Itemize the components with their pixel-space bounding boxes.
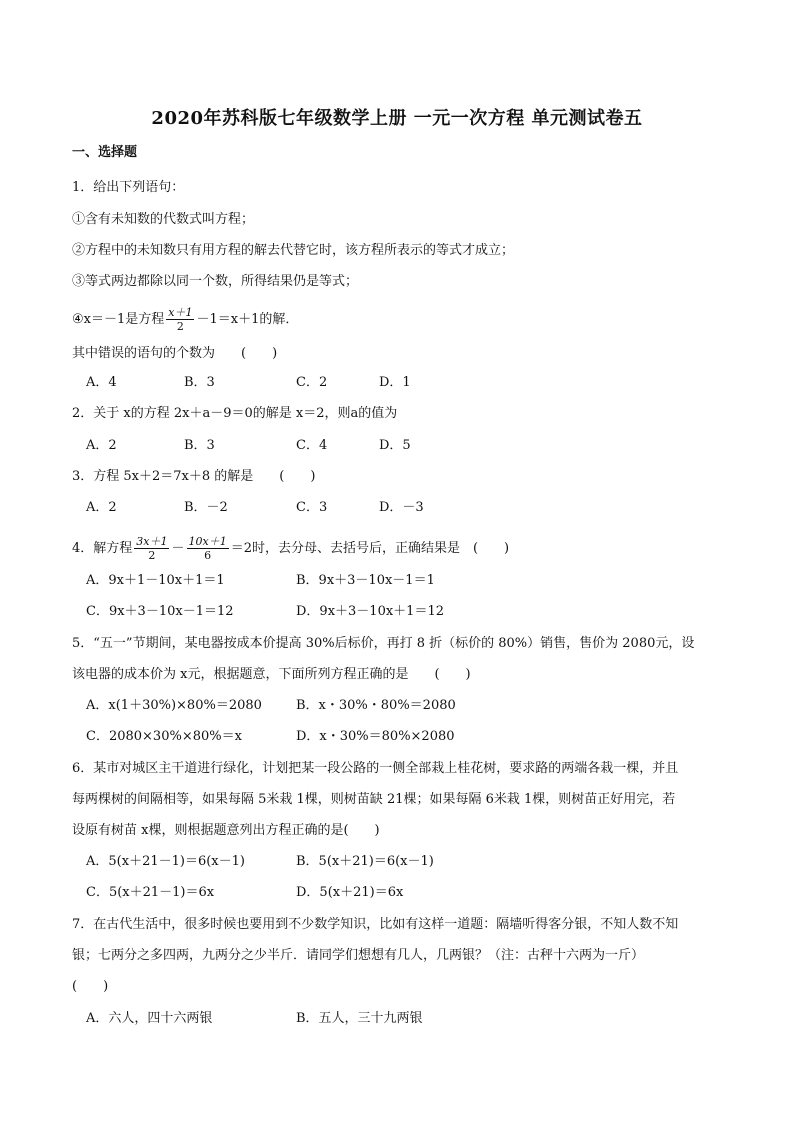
q1-option-c: C．2 <box>296 375 328 390</box>
fraction-numerator: 3x＋1 <box>136 535 168 548</box>
q1-question: 其中错误的语句的个数为 ( ) <box>72 346 278 361</box>
q5-option-c: C．2080×30%×80%＝x <box>86 729 242 744</box>
q1-statement-4 <box>72 306 298 333</box>
minus-sign: － <box>171 541 185 556</box>
q2-option-c: C．4 <box>296 438 328 453</box>
page-title: 2020年苏科版七年级数学上册 一元一次方程 单元测试卷五 <box>151 108 643 129</box>
section-heading: 一、选择题 <box>72 145 138 160</box>
q1-stem: 1．给出下列语句： <box>72 180 185 195</box>
fraction <box>187 535 229 562</box>
q3-option-a: A．2 <box>86 500 117 515</box>
q5-line-1: 5．“五一”节期间，某电器按成本价提高 30%后标价，再打 8 折（标价的 80%）销售，售价为 2080元，设 <box>72 636 695 651</box>
q1-option-b: B．3 <box>184 375 215 390</box>
q4-option-a: A．9x＋1－10x＋1＝1 <box>86 573 225 588</box>
q2-option-d: D．5 <box>379 438 411 453</box>
q4-suffix: ＝2时，去分母、去括号后，正确结果是 ( ) <box>230 541 510 556</box>
q3-option-c: C．3 <box>296 500 328 515</box>
q7-line-2: 银；七两分之多四两，九两分之少半斤．请同学们想想有几人，几两银？（注：古秤十六两为一斤） <box>72 948 645 963</box>
q6-line-3: 设原有树苗 x棵，则根据题意列出方程正确的是( ) <box>72 823 380 838</box>
q6-option-d: D．5(x＋21)＝6x <box>296 885 404 900</box>
q5-line-2: 该电器的成本价为 x元，根据题意，下面所列方程正确的是 ( ) <box>72 667 471 682</box>
fraction <box>134 535 169 562</box>
q7-line-1: 7．在古代生活中，很多时候也要用到不少数学知识，比如有这样一道题：隔墙听得客分银，不知人数不知 <box>72 917 679 932</box>
q3-stem: 3．方程 5x＋2＝7x＋8 的解是 ( ) <box>72 469 316 484</box>
q1-option-d: D．1 <box>379 375 411 390</box>
q1-s4-suffix: －1＝x＋1的解． <box>196 312 299 327</box>
q4-prefix: 4．解方程 <box>72 541 133 556</box>
fraction <box>166 306 194 333</box>
fraction-numerator: 10x＋1 <box>188 535 227 548</box>
q3-option-b: B．－2 <box>184 500 228 515</box>
q7-option-b: B．五人，三十九两银 <box>296 1011 423 1026</box>
q4-option-d: D．9x＋3－10x＋1＝12 <box>296 604 444 619</box>
q1-statement-1: ①含有未知数的代数式叫方程； <box>72 212 255 227</box>
q2-option-a: A．2 <box>86 438 117 453</box>
q3-option-d: D．－3 <box>379 500 424 515</box>
q5-option-b: B．x・30%・80%＝2080 <box>296 698 456 713</box>
q1-option-a: A．4 <box>86 375 117 390</box>
fraction-denominator: 6 <box>204 549 212 562</box>
q5-option-d: D．x・30%＝80%×2080 <box>296 729 455 744</box>
q6-option-a: A．5(x＋21－1)＝6(x－1) <box>86 854 245 869</box>
q6-option-c: C．5(x＋21－1)＝6x <box>86 885 215 900</box>
q6-line-1: 6．某市对城区主干道进行绿化，计划把某一段公路的一侧全部栽上桂花树，要求路的两端各栽一棵，并且 <box>72 761 679 776</box>
q7-line-3: ( ) <box>72 979 109 994</box>
q6-option-b: B．5(x＋21)＝6(x－1) <box>296 854 434 869</box>
q6-line-2: 每两棵树的间隔相等，如果每隔 5米栽 1棵，则树苗缺 21棵；如果每隔 6米栽 1棵，则树苗正好用完，若 <box>72 792 676 807</box>
fraction-numerator: x＋1 <box>168 306 193 319</box>
q1-s4-prefix: ④x＝－1是方程 <box>72 312 165 327</box>
q7-option-a: A．六人，四十六两银 <box>86 1011 213 1026</box>
q5-option-a: A．x(1＋30%)×80%＝2080 <box>86 698 262 713</box>
q2-stem: 2．关于 x的方程 2x＋a－9＝0的解是 x＝2，则a的值为 <box>72 406 398 421</box>
q2-option-b: B．3 <box>184 438 215 453</box>
q1-statement-3: ③等式两边都除以同一个数，所得结果仍是等式； <box>72 274 359 289</box>
q4-option-b: B．9x＋3－10x－1＝1 <box>296 573 435 588</box>
fraction-denominator: 2 <box>176 320 184 333</box>
q4-stem <box>72 535 509 562</box>
q4-option-c: C．9x＋3－10x－1＝12 <box>86 604 234 619</box>
q1-statement-2: ②方程中的未知数只有用方程的解去代替它时，该方程所表示的等式才成立； <box>72 243 515 258</box>
fraction-denominator: 2 <box>148 549 156 562</box>
